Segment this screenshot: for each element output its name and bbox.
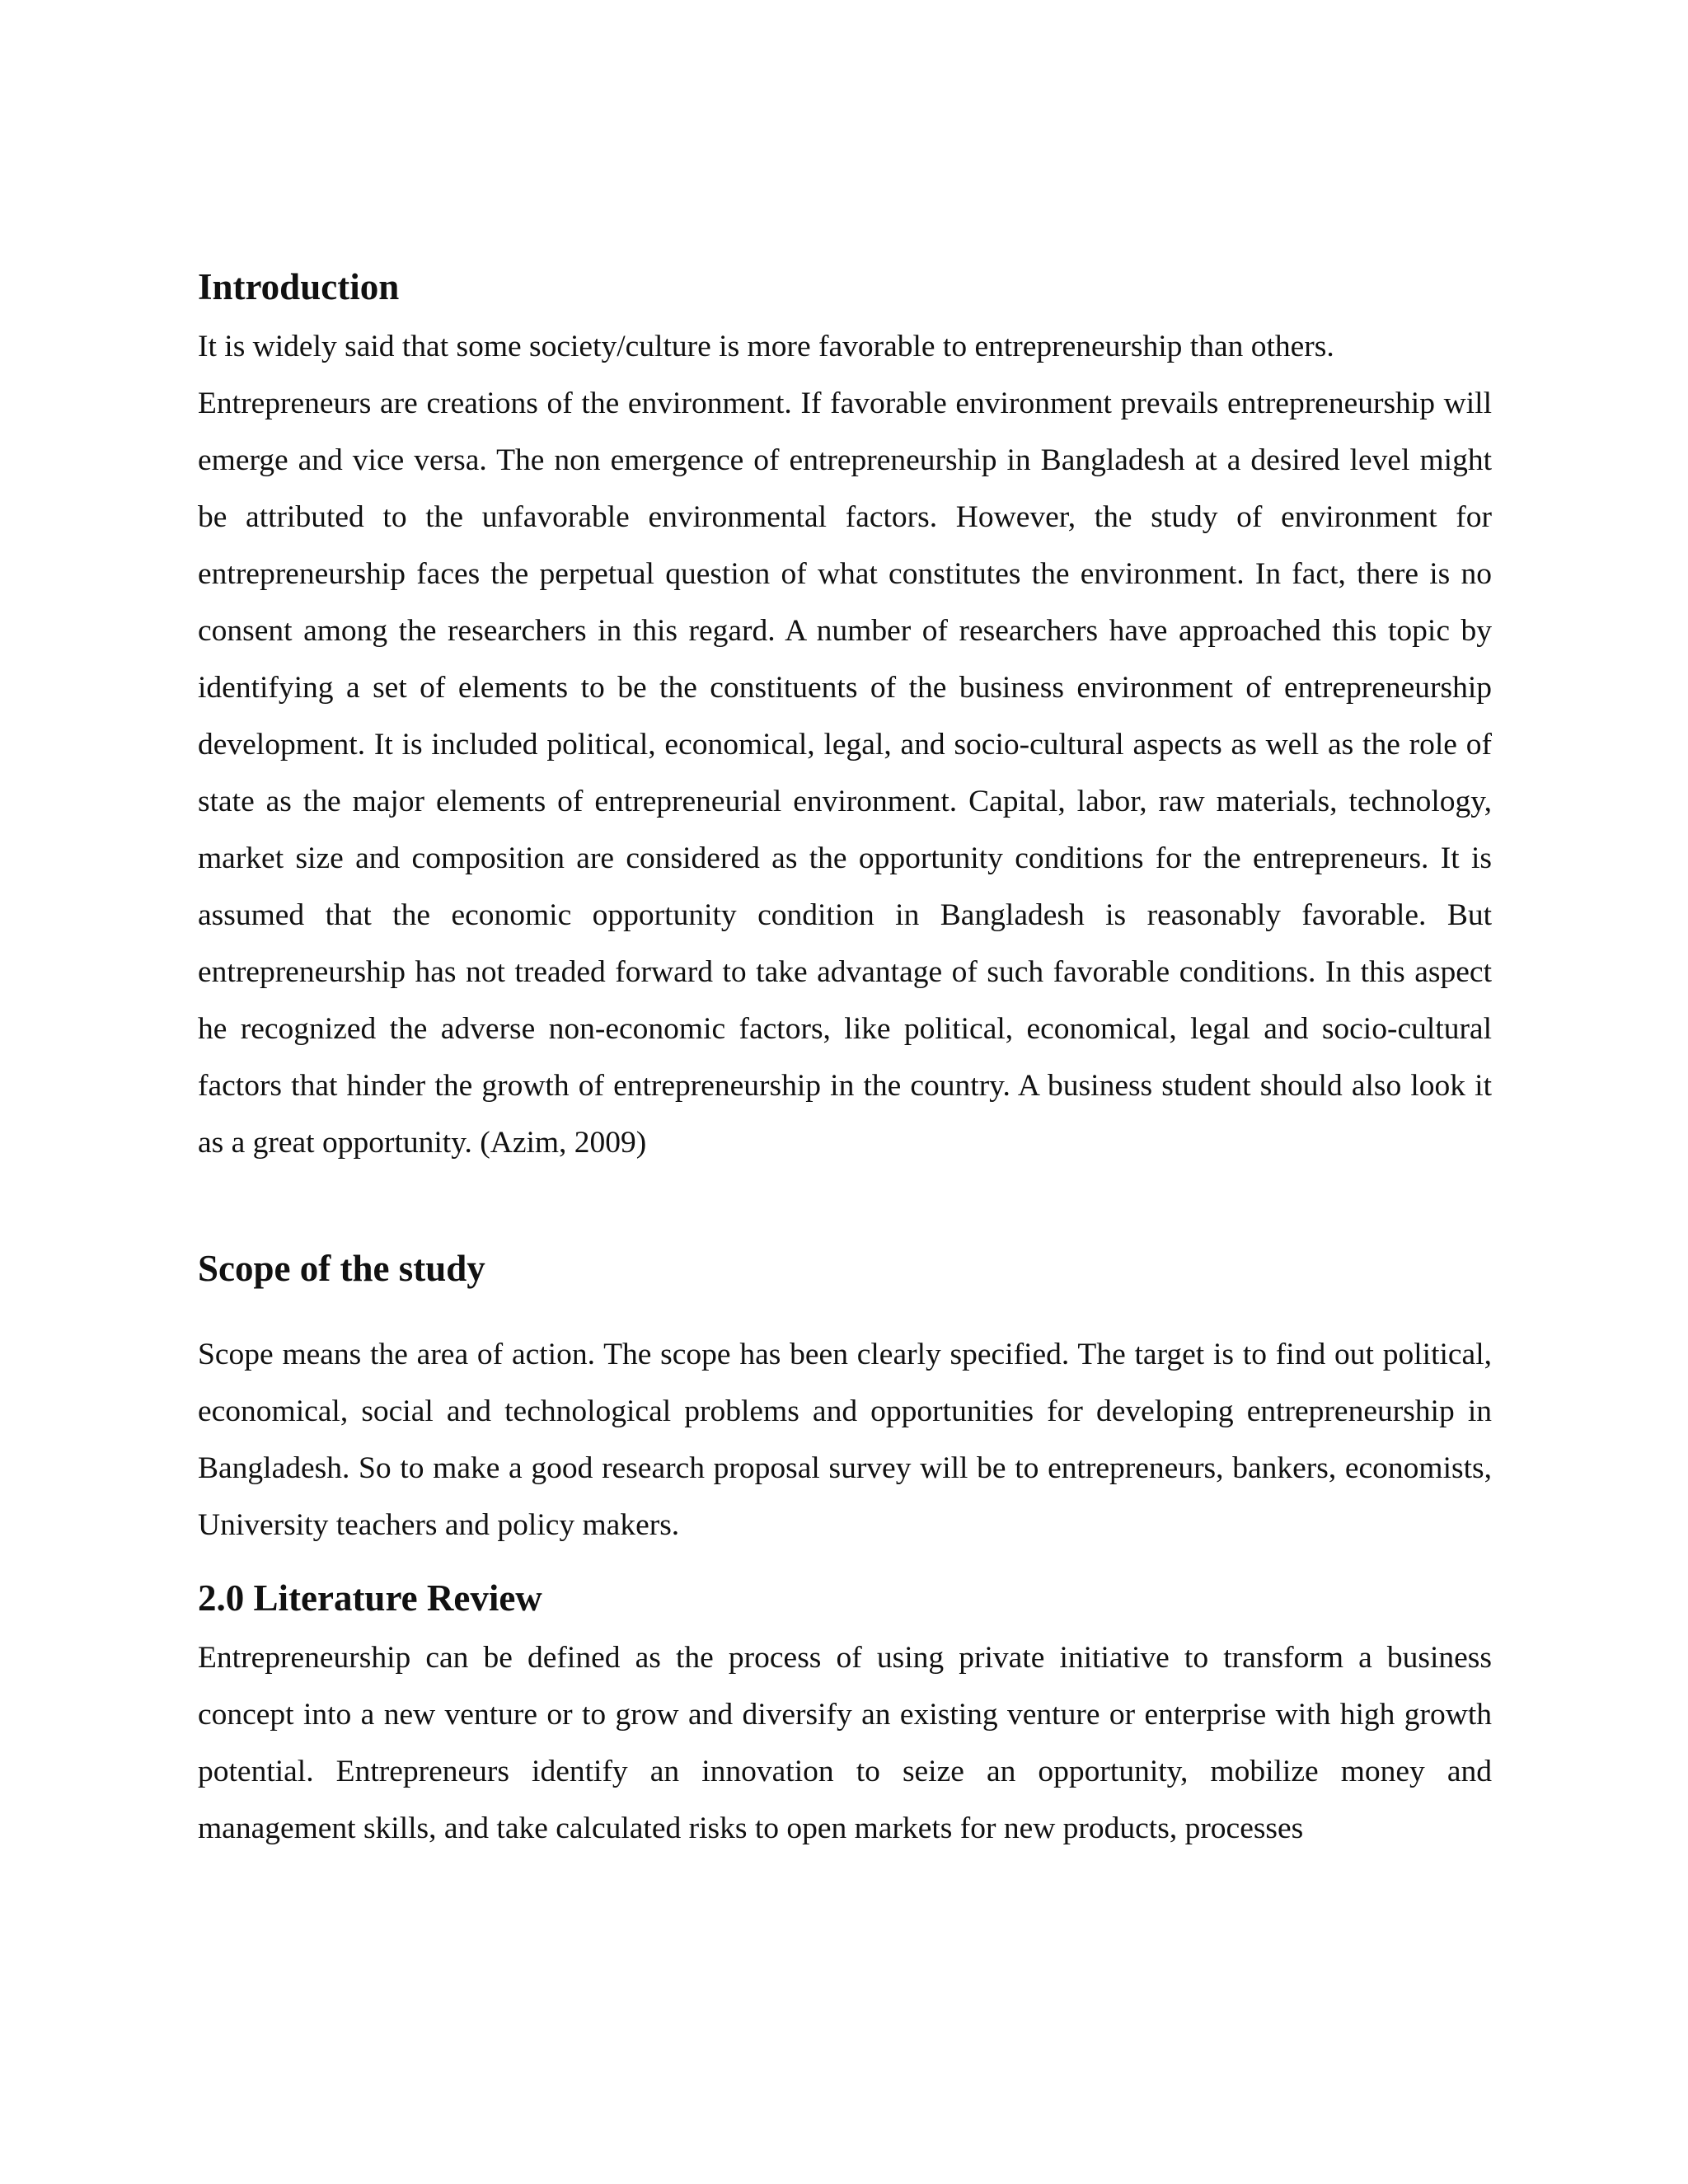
introduction-heading: Introduction	[198, 266, 400, 307]
spacer	[198, 1171, 1492, 1244]
page-content	[198, 262, 1492, 1857]
introduction-first-line: It is widely said that some society/culture is more favorable to entrepreneurship than others.	[198, 330, 1334, 363]
spacer	[198, 1293, 1492, 1326]
introduction-paragraph: Entrepreneurs are creations of the environment. If favorable environment prevails entrepreneurship will emerge and vice versa. The non emergence of entrepreneurship in Bangladesh at a desired level might be attributed to the unfavorable environmental factors. However, the study of environment for entrepreneurship faces the perpetual question of what constitutes the environment. In fact, there is no consent among the researchers in this regard. A number of researchers have approached this topic by identifying a set of elements to be the constituents of the business environment of entrepreneurship development. It is included political, economical, legal, and socio-cultural aspects as well as the role of state as the major elements of entrepreneurial environment. Capital, labor, raw materials, technology, market size and composition are considered as the opportunity conditions for the entrepreneurs. It is assumed that the economic opportunity condition in Bangladesh is reasonably favorable. But entrepreneurship has not treaded forward to take advantage of such favorable conditions. In this aspect he recognized the adverse non-economic factors, like political, economical, legal and socio-cultural factors that hinder the growth of entrepreneurship in the country. A business student should also look it as a great opportunity. (Azim, 2009)	[198, 387, 1492, 1160]
scope-heading: Scope of the study	[198, 1248, 485, 1289]
spacer	[198, 1554, 1492, 1573]
spacer	[198, 1623, 1492, 1629]
spacer	[198, 312, 1492, 318]
scope-paragraph: Scope means the area of action. The scope has been clearly specified. The target is to find out political, economical, social and technological problems and opportunities for developing entrepreneurship in Bangladesh. So to make a good research proposal survey will be to entrepreneurs, bankers, economists, University teachers and policy makers.	[198, 1338, 1492, 1542]
literature-review-paragraph: Entrepreneurship can be defined as the process of using private initiative to transform a business concept into a new venture or to grow and diversify an existing venture or enterprise with high growth potential. Entrepreneurs identify an innovation to seize an opportunity, mobilize money and management skills, and take calculated risks to open markets for new products, processes	[198, 1641, 1492, 1845]
literature-review-heading: 2.0 Literature Review	[198, 1577, 542, 1619]
